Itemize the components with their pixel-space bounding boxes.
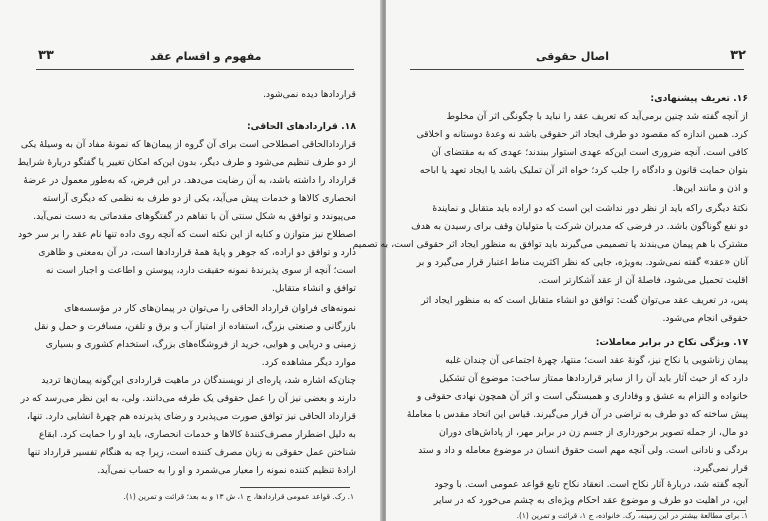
- left-line-10: توافق و انشاء متقابل.: [271, 283, 356, 294]
- right-line-14: پیمان زناشویی یا نکاح نیز، گونهٔ عقد است؛ منتها، چهرهٔ اجتماعی آن چندان غلبه: [445, 355, 748, 366]
- left-footnote-rule: [240, 487, 350, 488]
- right-page: [352, 0, 768, 521]
- left-line-0: قراردادها دیده نمی‌شود.: [262, 89, 356, 100]
- right-line-19: بردگی و نادانی است. ولی آنچه مهم است حقوق انسان در موضوع معامله و داد و ستد: [418, 445, 748, 456]
- left-footnote: ۱. رک. قواعد عمومی قراردادها، ج ۱، ش ۱۳ و به بعد؛ قرائت و تمرین (۱).: [123, 492, 354, 501]
- left-heading-18: ۱۸. قراردادهای الحاقی:: [246, 121, 356, 132]
- right-line-18: دو مال، از جمله تصویر برخورداری از جسم زن در برابر مهر، از پاداش‌های دوران: [438, 427, 748, 438]
- left-line-17: قرارداد الحاقی نیز توافق صورت می‌پذیرد و رضای پذیرنده هم چهرهٔ انشایی دارد. تنها،: [26, 411, 356, 422]
- right-heading-16: ۱۶. تعریف پیشنهادی:: [650, 93, 748, 104]
- left-line-14: موارد دیگر مشاهده کرد.: [261, 357, 356, 368]
- left-line-6: می‌پیوندد و توافق به شکل سنتی آن با تفاهم در گفتگوهای مقدماتی به دست نمی‌آید.: [33, 211, 356, 222]
- left-line-18: به دلیل اضطرار مصرف‌کنندهٔ کالاها و خدمات انحصاری، باید او را حمایت کرد. ابقاع: [38, 429, 356, 440]
- left-line-7: اصطلاح نیز متوازن و کنایه از این نکته است که آنچه روی داده تنها نام عقد را بر سر خود: [17, 229, 356, 240]
- right-line-6: نکتهٔ دیگری راکه باید از نظر دور نداشت این است که دو اراده باید متقابل و نمایندهٔ: [432, 203, 748, 214]
- right-line-7: دو نفع گوناگون باشد. در فرضی که مدیران شرکت یا متولیان وقف برای رسیدن به هدف: [411, 221, 748, 232]
- right-line-17: پیش ساخته که دو طرف به تراضی در آن قرار می‌گیرند. قیاس این اتحاد مقدس با معاملهٔ: [406, 409, 748, 420]
- right-line-12: حقوقی انجام می‌شود.: [662, 313, 748, 324]
- left-line-3: از دو طرف تنظیم می‌شود و طرف دیگر، بدون این‌که امکان تغییر یا گفتگو دربارهٔ شرایط: [17, 157, 356, 168]
- right-line-15: دارد که از حیث آثار باید آن را از سایر قراردادها ممتاز ساخت: موضوع آن تشکیل: [439, 373, 748, 384]
- right-line-16: خانواده و التزام به عشق و وفاداری و همبستگی است و اثر آن همچون نهادی حقوقی و: [416, 391, 748, 402]
- right-line-2: کرد. همین اندازه که مقصود دو طرف ایجاد اثر حقوقی باشد نه وعدهٔ دوستانه و اخلاقی: [416, 129, 748, 140]
- right-heading-17: ۱۷. ویژگی نکاح در برابر معاملات:: [595, 337, 748, 348]
- left-line-13: زمینی و دریایی و هوایی، خرید از فروشگاه‌های بزرگ، استخدام کشوری و بسیاری: [45, 339, 356, 350]
- right-footnote: ۱. برای مطالعهٔ بیشتر در این زمینه، رک. خانواده، ج ۱، قرائت و تمرین (۱).: [516, 511, 748, 520]
- right-line-4: بتوان حمایت قانون و دادگاه را جلب کرد؛ خواه اثر آن تملیک باشد یا ایجاد تعهد یا اباحه: [419, 165, 748, 176]
- left-line-16: دارند و بعضی نیز آن را عمل حقوقی یک طرفه می‌دانند. ولی، به این نظر می‌رسد که در: [20, 393, 356, 404]
- right-line-10: اقلیت تحمیل می‌شود، فاصلهٔ آن از عقد آشکارتر است.: [538, 275, 748, 286]
- left-page-number: ۳۳: [38, 48, 54, 63]
- left-line-5: انحصاری کالاها و خدمات پیش می‌آید، یکی از دو طرف به نظمی که دیگری آراسته: [42, 193, 356, 204]
- left-line-12: بازرگانی و صنعتی بزرگ، استفاده از امتیاز آب و برق و تلفن، مسافرت و حمل و نقل: [34, 321, 356, 332]
- right-line-9: آنان «عقد» گفته نمی‌شود. به‌ویژه، جایی که نظر اکثریت مناط اعتبار قرار می‌گیرد و بر: [416, 257, 748, 268]
- left-line-11: نمونه‌های فراوان قرارداد الحاقی را می‌توان در پیمان‌های کار در مؤسسه‌های: [64, 303, 356, 314]
- right-line-3: کافی است. آنچه ضروری است این‌که عهدی استوار ببندند؛ عهدی که به مقتضای آن: [431, 147, 748, 158]
- left-line-19: شناختن عمل حقوقی به زیان مصرف کننده است، زیرا چه به هنگام تفسیر قرارداد تنها: [27, 447, 356, 458]
- right-line-20: قرار نمی‌گیرد.: [693, 463, 748, 474]
- right-page-header: اصال حقوقی: [536, 50, 609, 63]
- right-page-number: ۳۲: [730, 48, 746, 63]
- left-line-8: دارد و توافق دو اراده، که جوهر و پایهٔ همهٔ قراردادها است، در آن به‌معنی و ظاهری: [38, 247, 356, 258]
- left-line-20: ارادهٔ تنظیم کننده نمونه را معیار می‌شمرد و او را به حساب نمی‌آید.: [97, 465, 356, 476]
- right-line-5: و اذن و مانند این‌ها.: [672, 183, 748, 194]
- right-header-rule: [410, 69, 744, 70]
- right-line-21: آنچه گفته شد، دربارهٔ آثار نکاح است. انعقاد نکاح تابع قواعد عمومی است. با وجود: [434, 479, 748, 490]
- left-line-15: چنان‌که اشاره شد، پاره‌ای از نویسندگان در ماهیت قراردادی این‌گونه پیمان‌ها تردید: [41, 375, 356, 386]
- left-page-header: مفهوم و اقسام عقد: [150, 50, 262, 63]
- right-line-22: این، در اهلیت دو طرف و موضوع عقد احکام ویژه‌ای به چشم می‌خورد که در سایر: [433, 495, 748, 506]
- left-header-rule: [36, 69, 354, 70]
- left-line-2: قراردادالحاقی اصطلاحی است برای آن گروه از پیمان‌ها که نمونهٔ مفاد آن به وسیلهٔ یکی: [20, 139, 356, 150]
- left-line-9: است؛ آنچه از سوی پذیرندهٔ نمونه حقیقت دارد، پیوستن و اطاعت و اجبار است نه: [45, 265, 356, 276]
- left-line-4: قرارداد را داشته باشد، به آن رضایت می‌دهد. در این فرض، که به‌طور معمول در عرضهٔ: [23, 175, 356, 186]
- right-line-11: پس، در تعریف عقد می‌توان گفت: توافق دو انشاء متقابل است که به منظور ایجاد اثر: [421, 295, 748, 306]
- left-page: [0, 0, 382, 521]
- right-line-1: از آنچه گفته شد چنین برمی‌آید که تعریف عقد را نباید با چگونگی اثر آن مخلوط: [446, 111, 748, 122]
- right-line-8: مشترک با هم پیمان می‌بندند یا تصمیمی می‌گیرند باید توافق به منظور ایجاد اثر حقوقی است، به تصمیم: [352, 239, 748, 250]
